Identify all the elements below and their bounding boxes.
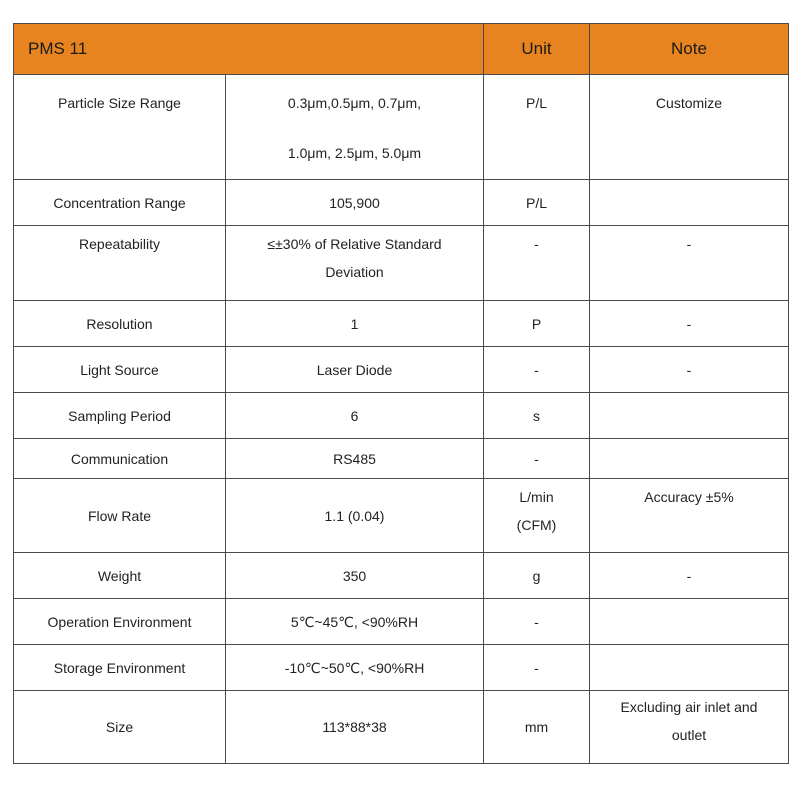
unit-cell: P/L — [484, 180, 590, 226]
unit-cell: - — [484, 347, 590, 393]
unit-cell: g — [484, 553, 590, 599]
table-row — [14, 645, 789, 691]
note-cell — [590, 599, 789, 645]
header-model-name: PMS 11 — [14, 24, 484, 75]
value-cell: 105,900 — [226, 180, 484, 226]
unit-cell: - — [484, 226, 590, 301]
unit-cell: - — [484, 645, 590, 691]
unit-line: (CFM) — [516, 517, 557, 533]
value-cell: RS485 — [226, 439, 484, 479]
note-cell — [590, 180, 789, 226]
spec-table — [13, 23, 789, 764]
note-cell — [590, 691, 789, 764]
value-cell: 1.1 (0.04) — [226, 479, 484, 553]
table-row — [14, 226, 789, 301]
note-cell: Accuracy ±5% — [590, 479, 789, 553]
unit-cell: P/L — [484, 75, 590, 180]
note-line: outlet — [671, 727, 707, 743]
param-cell: Resolution — [14, 301, 226, 347]
table-row — [14, 599, 789, 645]
header-unit: Unit — [484, 24, 590, 75]
unit-cell: - — [484, 439, 590, 479]
unit-cell: P — [484, 301, 590, 347]
header-note: Note — [590, 24, 789, 75]
unit-cell — [484, 479, 590, 553]
param-cell: Concentration Range — [14, 180, 226, 226]
table-row — [14, 301, 789, 347]
table-row — [14, 347, 789, 393]
table-row — [14, 75, 789, 180]
value-cell — [226, 75, 484, 180]
param-cell: Operation Environment — [14, 599, 226, 645]
table-row — [14, 691, 789, 764]
value-line: ≤±30% of Relative Standard — [267, 236, 442, 252]
param-cell: Sampling Period — [14, 393, 226, 439]
value-line: 0.3μm,0.5μm, 0.7μm, — [287, 95, 422, 111]
value-cell: -10℃~50℃, <90%RH — [226, 645, 484, 691]
unit-cell: s — [484, 393, 590, 439]
param-cell: Weight — [14, 553, 226, 599]
note-cell: - — [590, 301, 789, 347]
unit-line: L/min — [519, 489, 554, 505]
table-row — [14, 553, 789, 599]
value-cell: 5℃~45℃, <90%RH — [226, 599, 484, 645]
param-cell: Communication — [14, 439, 226, 479]
note-cell: Customize — [590, 75, 789, 180]
param-cell: Light Source — [14, 347, 226, 393]
value-cell: 6 — [226, 393, 484, 439]
table-row — [14, 479, 789, 553]
note-cell — [590, 393, 789, 439]
table-header-row — [14, 24, 789, 75]
unit-cell: mm — [484, 691, 590, 764]
value-line: 1.0μm, 2.5μm, 5.0μm — [287, 145, 422, 161]
value-cell: 113*88*38 — [226, 691, 484, 764]
unit-cell: - — [484, 599, 590, 645]
param-cell: Size — [14, 691, 226, 764]
param-cell: Particle Size Range — [14, 75, 226, 180]
value-cell — [226, 226, 484, 301]
note-cell: - — [590, 553, 789, 599]
note-cell — [590, 439, 789, 479]
value-line: Deviation — [325, 264, 384, 280]
value-cell: Laser Diode — [226, 347, 484, 393]
value-cell: 350 — [226, 553, 484, 599]
table-row — [14, 439, 789, 479]
table-row — [14, 180, 789, 226]
value-cell: 1 — [226, 301, 484, 347]
table-row — [14, 393, 789, 439]
note-cell — [590, 645, 789, 691]
note-cell: - — [590, 347, 789, 393]
note-line: Excluding air inlet and — [620, 699, 758, 715]
param-cell: Storage Environment — [14, 645, 226, 691]
note-cell: - — [590, 226, 789, 301]
param-cell: Repeatability — [14, 226, 226, 301]
param-cell: Flow Rate — [14, 479, 226, 553]
